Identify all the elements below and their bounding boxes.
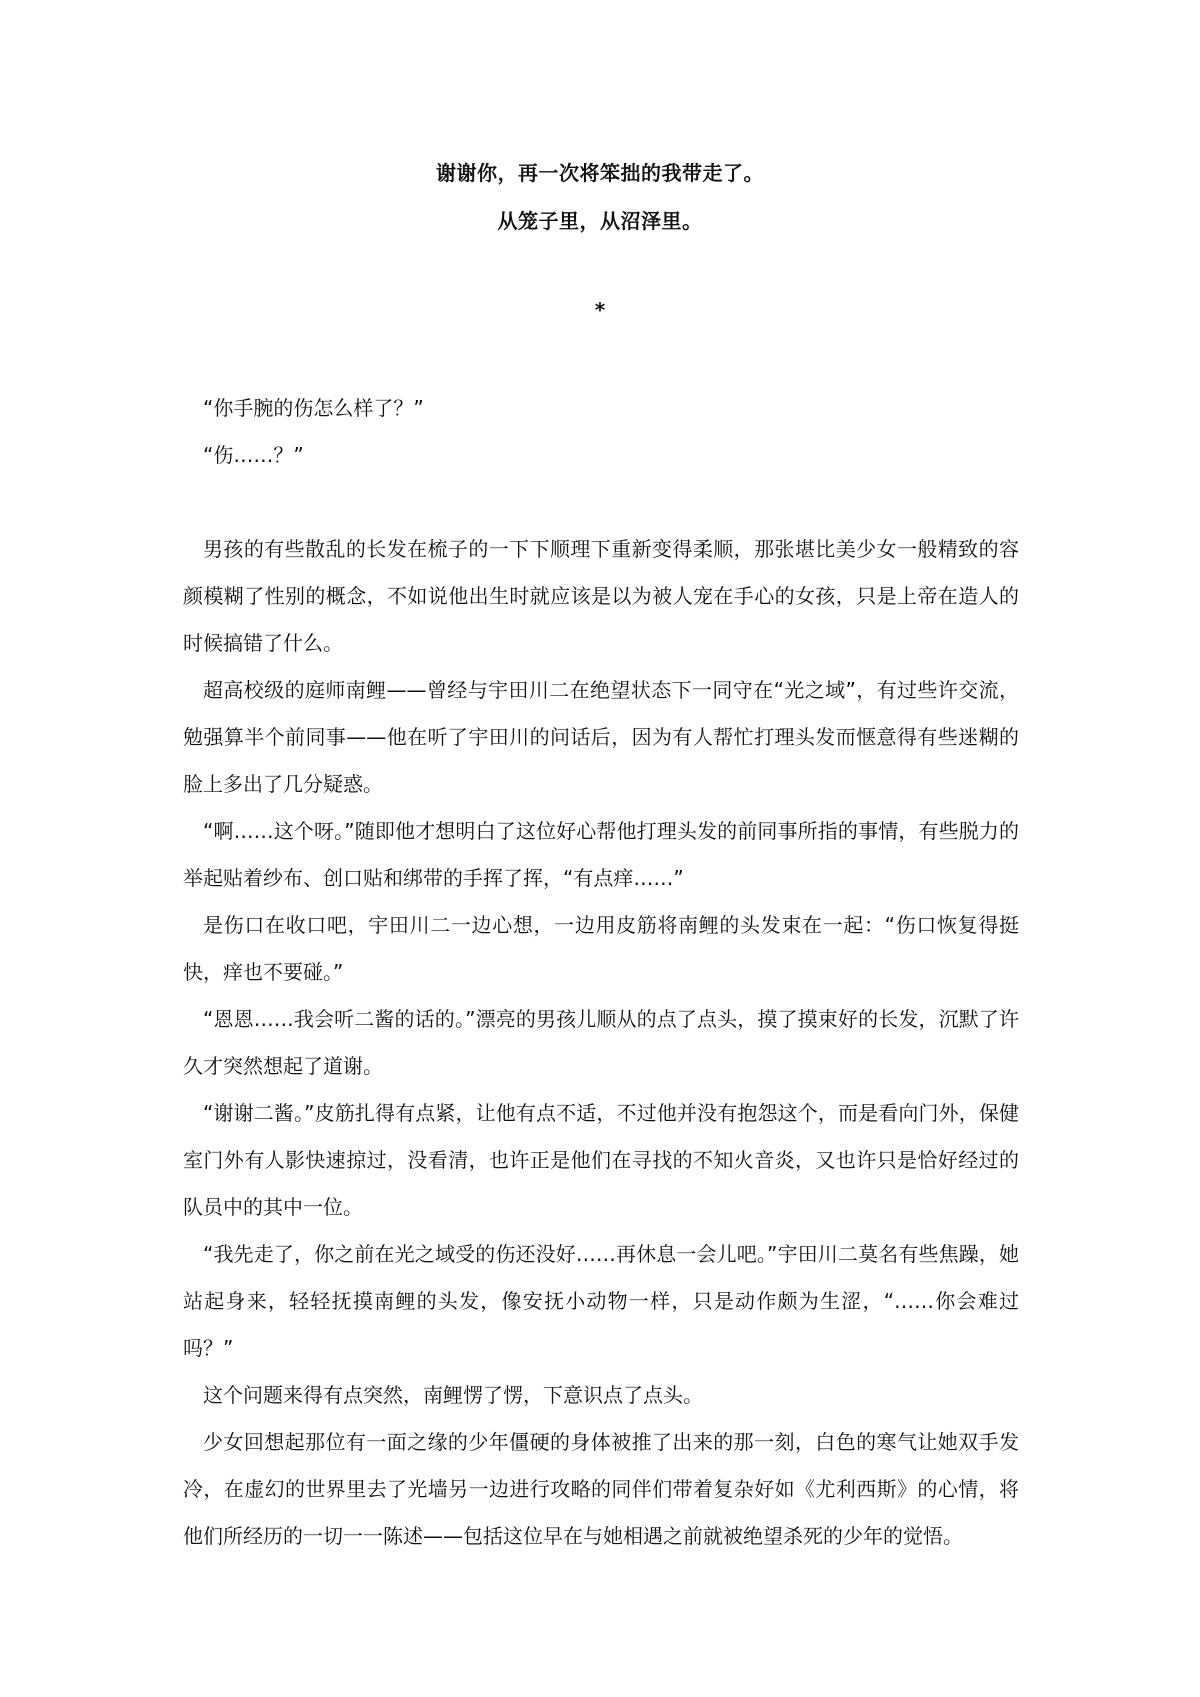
paragraph: “你手腕的伤怎么样了？” (203, 396, 424, 420)
paragraph: “我先走了，你之前在光之域受的伤还没好……再休息一会儿吧。”宇田川二莫名有些焦躁，她站起身来，轻轻抚摸南鲤的头发，像安抚小动物一样，只是动作颇为生涩，“……你会难过吗？” (183, 1242, 1019, 1360)
paragraph: “伤……？” (203, 443, 304, 467)
paragraph: “谢谢二酱。”皮筋扎得有点紧，让他有点不适，不过他并没有抱怨这个，而是看向门外，保健室门外有人影快速掠过，没看清，也许正是他们在寻找的不知火音炎，又也许只是恰好经过的队员中的其中一位。 (183, 1101, 1019, 1219)
paragraph: 是伤口在收口吧，宇田川二一边心想，一边用皮筋将南鲤的头发束在一起：“伤口恢复得挺快，痒也不要碰。” (183, 913, 1019, 984)
section-separator: * (594, 298, 606, 322)
paragraph-gap (183, 479, 1019, 526)
paragraph: 少女回想起那位有一面之缘的少年僵硬的身体被推了出来的那一刻，白色的寒气让她双手发冷，在虚幻的世界里去了光墙另一边进行攻略的同伴们带着复杂好如《尤利西斯》的心情，将他们所经历的一切一一陈述——包括这位早在与她相遇之前就被绝望杀死的少年的觉悟。 (183, 1430, 1019, 1548)
paragraph: “恩恩……我会听二酱的话的。”漂亮的男孩儿顺从的点了点头，摸了摸束好的长发，沉默了许久才突然想起了道谢。 (183, 1007, 1019, 1078)
paragraph: “啊……这个呀。”随即他才想明白了这位好心帮他打理头发的前同事所指的事情，有些脱力的举起贴着纱布、创口贴和绑带的手挥了挥，“有点痒……” (183, 819, 1019, 890)
heading-line-1: 谢谢你，再一次将笨拙的我带走了。 (436, 161, 764, 185)
heading-line-2: 从笼子里，从沼泽里。 (497, 209, 703, 233)
paragraph: 男孩的有些散乱的长发在梳子的一下下顺理下重新变得柔顺，那张堪比美少女一般精致的容颜模糊了性别的概念，不如说他出生时就应该是以为被人宠在手心的女孩，只是上帝在造人的时候搞错了什么。 (183, 537, 1019, 655)
paragraph: 超高校级的庭师南鲤——曾经与宇田川二在绝望状态下一同守在“光之域”，有过些许交流，勉强算半个前同事——他在听了宇田川的问话后，因为有人帮忙打理头发而惬意得有些迷糊的脸上多出了几分疑惑。 (183, 678, 1019, 796)
body-text (183, 385, 1019, 1560)
paragraph: 这个问题来得有点突然，南鲤愣了愣，下意识点了点头。 (203, 1383, 703, 1407)
